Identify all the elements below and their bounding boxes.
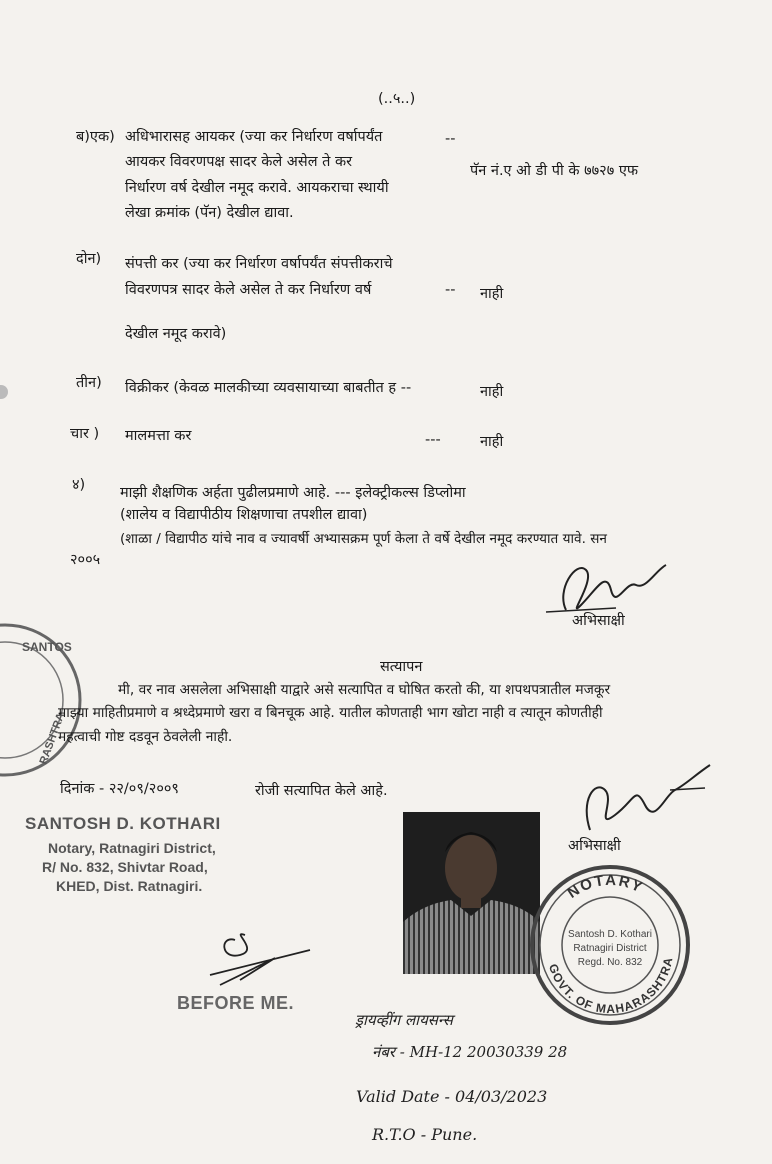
- left-seal-text: SANTOS: [22, 640, 72, 654]
- seal-regd: Regd. No. 832: [577, 957, 643, 968]
- notary-stamp-name: SANTOSH D. KOTHARI: [25, 814, 221, 833]
- handwritten-rto: R.T.O - Pune.: [372, 1125, 478, 1144]
- left-seal: [0, 615, 90, 785]
- item-b-value: पॅन नं.ए ओ डी पी के ७७२७ एफ: [470, 163, 639, 179]
- item-b-line4: लेखा क्रमांक (पॅन) देखील द्यावा.: [125, 205, 294, 221]
- item-char-value: नाही: [480, 434, 504, 450]
- notary-seal: [525, 855, 695, 1035]
- before-me: BEFORE ME.: [177, 993, 295, 1013]
- verification-date-suffix: रोजी सत्यापित केले आहे.: [255, 783, 388, 799]
- seal-bottom: GOVT. OF MAHARASHTRA: [545, 955, 676, 1017]
- item-don-line2: विवरणपत्र सादर केले असेल ते कर निर्धारण वर्ष: [125, 282, 372, 298]
- item-don-dash: --: [445, 282, 456, 298]
- item-char-label: चार ): [70, 426, 100, 442]
- item-four-label: ४): [72, 477, 86, 493]
- item-don-value: नाही: [480, 286, 504, 302]
- handwritten-license-number: नंबर - MH-12 20030339 28: [372, 1043, 568, 1061]
- page-number: (..५..): [378, 91, 416, 107]
- item-char-line1: मालमत्ता कर: [125, 428, 192, 444]
- seal-top: NOTARY: [564, 871, 647, 902]
- deponent-signature-2: [575, 760, 725, 840]
- handwritten-license: ड्रायव्हींग लायसन्स: [355, 1011, 453, 1029]
- item-b-line3: निर्धारण वर्ष देखील नमूद करावे. आयकराचा स्थायी: [125, 180, 389, 196]
- left-seal-side: RASHTRA: [37, 711, 68, 767]
- notary-stamp-line1: Notary, Ratnagiri District,: [48, 840, 216, 856]
- verification-date: दिनांक - २२/०९/२००९: [60, 781, 179, 797]
- item-teen-label: तीन): [76, 375, 102, 391]
- verification-line1: मी, वर नाव असलेला अभिसाक्षी याद्वारे असे सत्यापित व घोषित करतो की, या शपथपत्रातील मजकूर: [118, 682, 611, 698]
- deponent-label-1: अभिसाक्षी: [572, 613, 625, 629]
- item-b-line1: अधिभारासह आयकर (ज्या कर निर्धारण वर्षापर्यंत: [125, 129, 383, 145]
- verification-line2: माझ्या माहितीप्रमाणे व श्रध्देप्रमाणे खरा व बिनचूक आहे. यातील कोणताही भाग खोटा नाही व त्यातून कोणतीही: [58, 705, 603, 721]
- item-teen-line1: विक्रीकर (केवळ मालकीच्या व्यवसायाच्या बाबतीत ह --: [125, 380, 412, 396]
- page-hole: [0, 385, 8, 399]
- item-four-line3: (शाळा / विद्यापीठ यांचे नाव व ज्यावर्षी अभ्यासक्रम पूर्ण केला ते वर्षे देखील नमूद करण्यात यावे. सन: [120, 531, 607, 547]
- seal-name: Santosh D. Kothari: [568, 929, 652, 940]
- verification-heading: सत्यापन: [380, 659, 423, 675]
- item-don-label: दोन): [76, 251, 102, 267]
- item-four-year: २००५: [70, 552, 101, 568]
- item-teen-value: नाही: [480, 384, 504, 400]
- notary-stamp-line3: KHED, Dist. Ratnagiri.: [56, 878, 203, 894]
- item-four-line1: माझी शैक्षणिक अर्हता पुढीलप्रमाणे आहे. --- इलेक्ट्रीकल्स डिप्लोमा: [120, 485, 466, 501]
- item-don-line1: संपत्ती कर (ज्या कर निर्धारण वर्षापर्यंत संपत्तीकराचे: [125, 256, 393, 272]
- notary-signature: [190, 920, 330, 1000]
- verification-line3: महत्वाची गोष्ट दडवून ठेवलेली नाही.: [58, 729, 233, 745]
- item-four-line2: (शालेय व विद्यापीठीय शिक्षणाचा तपशील द्यावा): [120, 507, 368, 523]
- item-b-line2: आयकर विवरणपक्ष सादर केले असेल ते कर: [125, 154, 353, 170]
- seal-district: Ratnagiri District: [573, 943, 647, 954]
- handwritten-valid-date: Valid Date - 04/03/2023: [356, 1087, 548, 1106]
- deponent-label-2: अभिसाक्षी: [568, 838, 621, 854]
- item-b-dash: --: [445, 131, 456, 147]
- deponent-photo: [403, 812, 540, 974]
- item-b-label: ब)एक): [76, 129, 115, 145]
- item-char-dash: ---: [425, 432, 441, 448]
- notary-stamp-line2: R/ No. 832, Shivtar Road,: [42, 859, 208, 875]
- item-don-line3: देखील नमूद करावे): [125, 326, 227, 342]
